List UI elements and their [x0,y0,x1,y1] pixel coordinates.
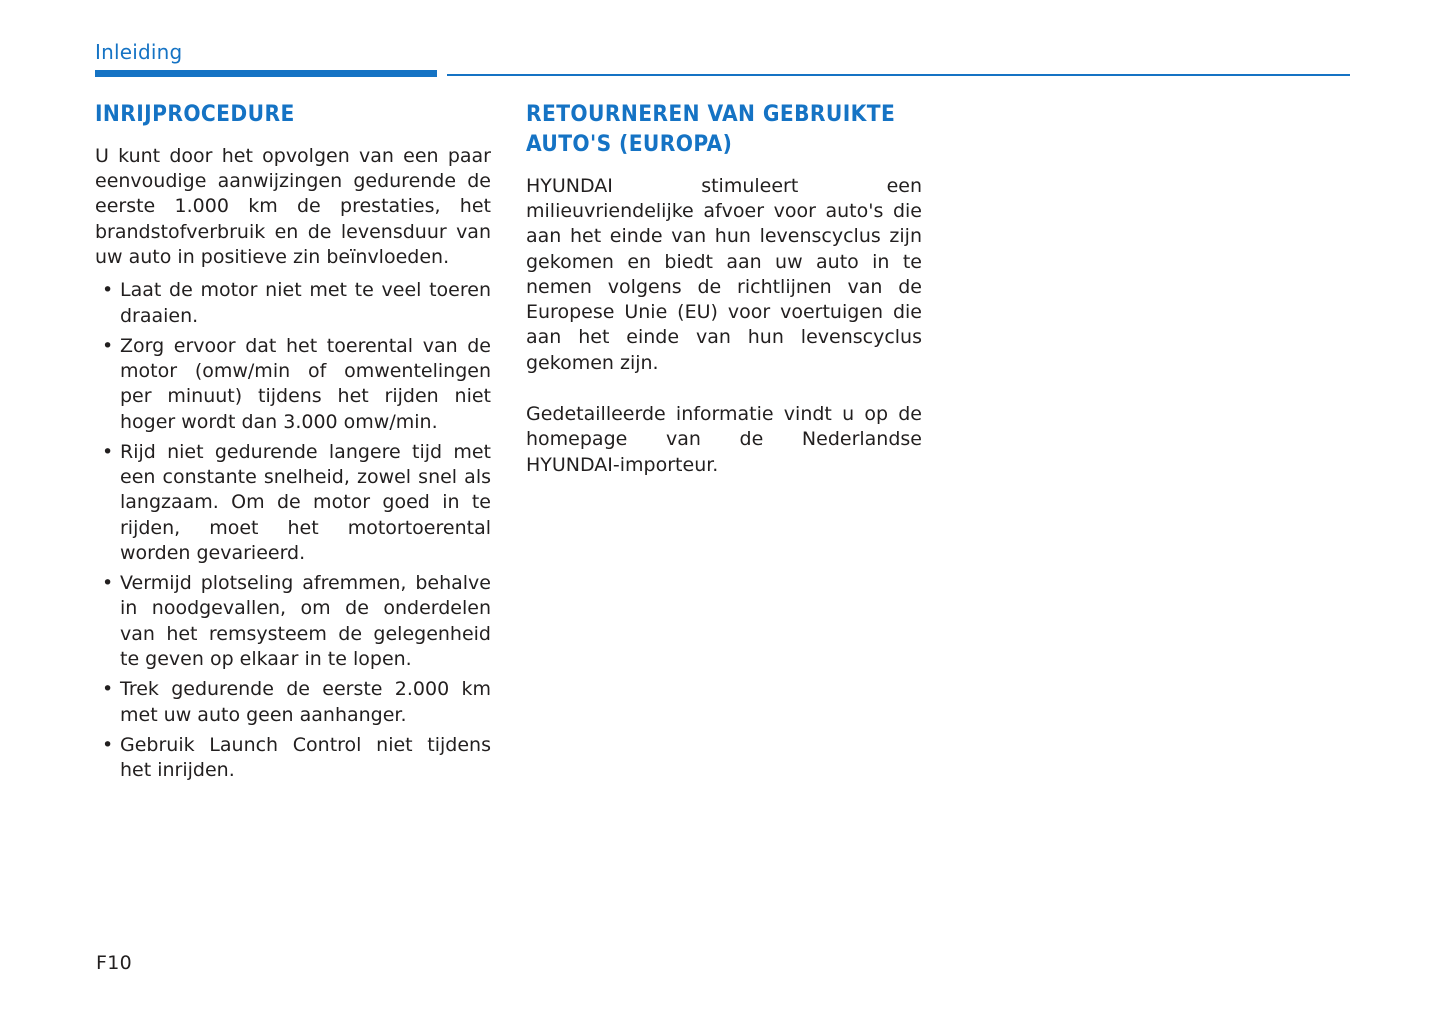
chapter-label: Inleiding [95,40,183,64]
right-column [526,100,922,478]
left-intro-paragraph: U kunt door het opvolgen van een paar eenvoudige aanwijzingen gedurende de eerste 1.000 km de prestaties, het brandstofverbruik en de levensduur van uw auto in positieve zin beïnvloeden. [95,144,491,268]
right-paragraph-1: HYUNDAI stimuleert een milieuvriendelijke afvoer voor auto's die aan het einde van hun levenscyclus zijn gekomen en biedt aan uw auto in te nemen volgens de richtlijnen van de Europese Unie (EU) voor voertuigen die aan het einde van hun levenscyclus gekomen zijn. [526,174,922,374]
list-item: • Gebruik Launch Control niet tijdens het inrijden. [95,733,491,784]
list-item: • Vermijd plotseling afremmen, behalve in noodgevallen, om de onderdelen van het remsysteem de gelegenheid te geven op elkaar in te lopen. [95,571,491,672]
header-rule-thin [447,74,1350,76]
list-item: • Rijd niet gedurende langere tijd met een constante snelheid, zowel snel als langzaam. Om de motor goed in te rijden, moet het motortoerental worden gevarieerd. [95,440,491,566]
section-title-retourneren: RETOURNEREN VAN GEBRUIKTE AUTO'S (EUROPA) [526,101,896,157]
left-column [95,100,491,788]
inrijprocedure-bullet-list [95,278,491,783]
page-number: F10 [96,952,133,974]
page-header [95,40,1350,64]
header-rule-thick [95,70,437,77]
list-item: • Laat de motor niet met te veel toeren draaien. [95,278,491,329]
list-item: • Zorg ervoor dat het toerental van de motor (omw/min of omwentelingen per minuut) tijdens het rijden niet hoger wordt dan 3.000 omw/min. [95,334,491,435]
list-item: • Trek gedurende de eerste 2.000 km met uw auto geen aanhanger. [95,677,491,728]
right-paragraph-2: Gedetailleerde informatie vindt u op de homepage van de Nederlandse HYUNDAI-importeur. [526,402,922,476]
header-rule [95,70,1350,78]
section-title-inrijprocedure: INRIJPROCEDURE [95,101,295,127]
